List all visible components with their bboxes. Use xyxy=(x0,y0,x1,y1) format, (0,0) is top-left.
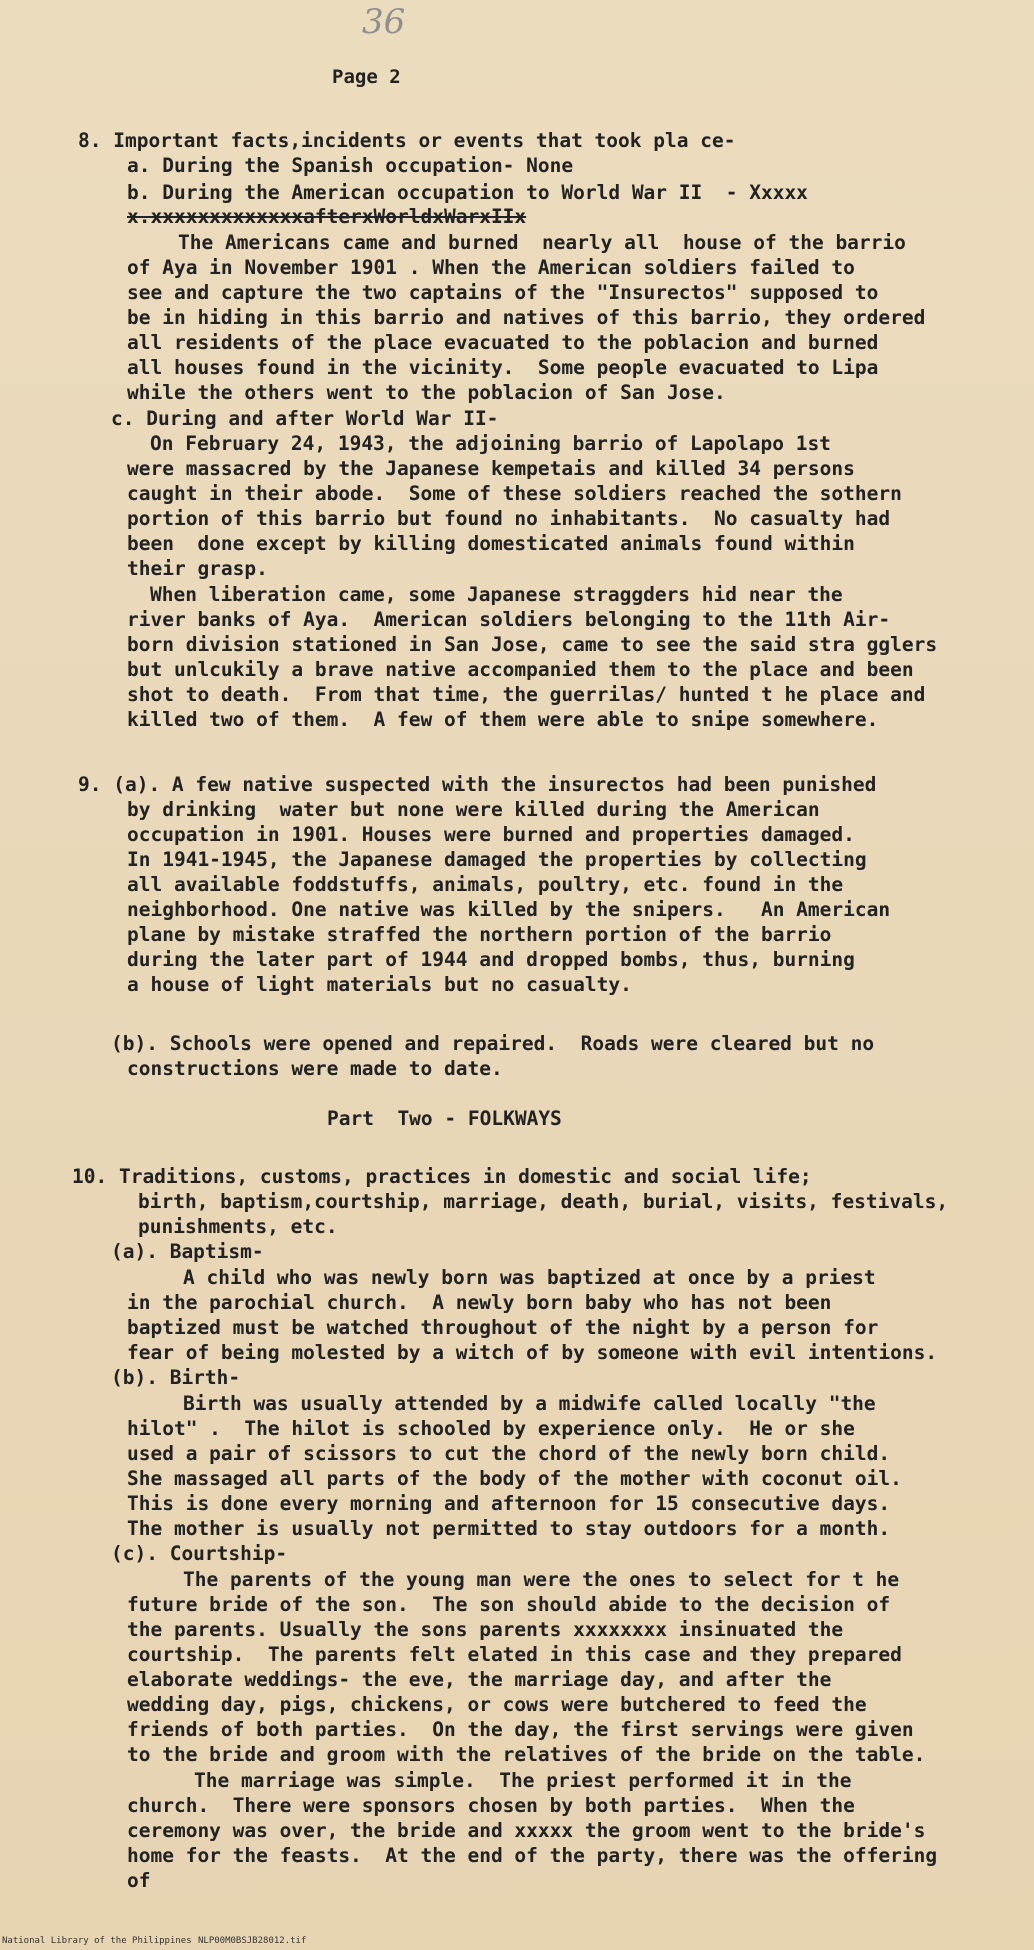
text-line: courtship. The parents felt elated in this case and they prepared xyxy=(127,1643,902,1666)
footer-filename: NLP00M0BSJB28012.tif xyxy=(198,1936,307,1946)
text-line: all houses found in the vicinity. Some people evacuated to Lipa xyxy=(127,356,879,379)
text-line: 8. Important facts,incidents or events that took pla ce- xyxy=(78,129,736,152)
text-line: (c). Courtship- xyxy=(111,1542,288,1565)
text-line: wedding day, pigs, chickens, or cows were butchered to feed the xyxy=(127,1693,867,1716)
text-line: (a). Baptism- xyxy=(111,1240,264,1263)
text-line: 9. (a). A few native suspected with the insurectos had been punished xyxy=(78,773,877,796)
text-line: see and capture the two captains of the "Insurectos" supposed to xyxy=(127,281,879,304)
text-line: were massacred by the Japanese kempetais and killed 34 persons xyxy=(127,457,855,480)
text-line: been done except by killing domesticated animals found within xyxy=(127,532,855,555)
text-line: This is done every morning and afternoon for 15 consecutive days. xyxy=(127,1492,891,1515)
text-line: in the parochial church. A newly born baby who has not been xyxy=(127,1291,832,1314)
text-line: constructions were made to date. xyxy=(127,1057,503,1080)
page-label: Page 2 xyxy=(332,66,401,88)
text-line: future bride of the son. The son should abide to the decision of xyxy=(127,1593,891,1616)
text-line: a house of light materials but no casualty. xyxy=(127,973,632,996)
text-line: caught in their abode. Some of these soldiers reached the sothern xyxy=(127,482,902,505)
text-line: all available foddstuffs, animals, poultry, etc. found in the xyxy=(127,873,844,896)
text-line: shot to death. From that time, the guerrilas/ hunted t he place and xyxy=(127,683,926,706)
text-line: to the bride and groom with the relatives of the bride on the table. xyxy=(127,1743,926,1766)
text-line: neighborhood. One native was killed by the snipers. An American xyxy=(127,898,891,921)
text-line: of xyxy=(127,1869,151,1892)
text-line: b. During the American occupation to World War II - Xxxxx xyxy=(127,181,808,204)
text-line: home for the feasts. At the end of the party, there was the offering xyxy=(127,1844,938,1867)
text-line: The marriage was simple. The priest performed it in the xyxy=(194,1769,852,1792)
text-line: friends of both parties. On the day, the first servings were given xyxy=(127,1718,914,1741)
text-line: c. During and after World War II- xyxy=(111,407,499,430)
text-line: elaborate weddings- the eve, the marriage day, and after the xyxy=(127,1668,832,1691)
text-line: born division stationed in San Jose, came to see the said stra gglers xyxy=(127,633,938,656)
pencil-page-mark: 36 xyxy=(362,2,406,42)
text-line: Part Two - FOLKWAYS xyxy=(327,1107,562,1130)
text-line: Birth was usually attended by a midwife called locally "the xyxy=(183,1392,876,1415)
text-line: A child who was newly born was baptized at once by a priest xyxy=(183,1266,876,1289)
text-line: killed two of them. A few of them were able to snipe somewhere. xyxy=(127,708,879,731)
text-line: the parents. Usually the sons parents xxxxxxxx insinuated the xyxy=(127,1618,844,1641)
text-line: She massaged all parts of the body of the mother with coconut oil. xyxy=(127,1467,902,1490)
text-line: their grasp. xyxy=(127,557,268,580)
text-line: be in hiding in this barrio and natives of this barrio, they ordered xyxy=(127,306,926,329)
text-line: of Aya in November 1901 . When the American soldiers failed to xyxy=(127,256,855,279)
text-line: punishments, etc. xyxy=(138,1215,338,1238)
text-line: When liberation came, some Japanese straggders hid near the xyxy=(150,583,843,606)
text-line: In 1941-1945, the Japanese damaged the properties by collecting xyxy=(127,848,867,871)
text-line: The parents of the young man were the ones to select for t he xyxy=(183,1568,900,1591)
text-line: church. There were sponsors chosen by both parties. When the xyxy=(127,1794,855,1817)
text-line: The Americans came and burned nearly all house of the barrio xyxy=(178,231,906,254)
text-line: by drinking water but none were killed during the American xyxy=(127,798,820,821)
text-line: The mother is usually not permitted to stay outdoors for a month. xyxy=(127,1517,891,1540)
text-line: On February 24, 1943, the adjoining barrio of Lapolapo 1st xyxy=(150,432,831,455)
footer-library: National Library of the Philippines xyxy=(2,1936,192,1946)
text-line: fear of being molested by a witch of by someone with evil intentions. xyxy=(127,1341,938,1364)
text-line: 10. Traditions, customs, practices in domestic and social life; xyxy=(72,1165,812,1188)
text-line: used a pair of scissors to cut the chord of the newly born child. xyxy=(127,1442,891,1465)
text-line: baptized must be watched throughout of the night by a person for xyxy=(127,1316,879,1339)
text-line: ceremony was over, the bride and xxxxx the groom went to the bride's xyxy=(127,1819,926,1842)
text-line: river banks of Aya. American soldiers belonging to the 11th Air- xyxy=(127,608,891,631)
text-line: a. During the Spanish occupation- None xyxy=(127,154,574,177)
text-line: hilot" . The hilot is schooled by experience only. He or she xyxy=(127,1417,855,1440)
text-line: (b). Schools were opened and repaired. Roads were cleared but no xyxy=(111,1032,875,1055)
text-line: while the others went to the poblacion of San Jose. xyxy=(127,381,726,404)
text-line: (b). Birth- xyxy=(111,1366,241,1389)
text-line: portion of this barrio but found no inhabitants. No casualty had xyxy=(127,507,891,530)
text-line: plane by mistake straffed the northern portion of the barrio xyxy=(127,923,832,946)
text-line: all residents of the place evacuated to the poblacion and burned xyxy=(127,331,879,354)
text-line: birth, baptism,courtship, marriage, death, burial, visits, festivals, xyxy=(138,1190,949,1213)
text-line: x.xxxxxxxxxxxxxafterxWorldxWarxIIx xyxy=(127,205,527,228)
text-line: but unlcukily a brave native accompanied them to the place and been xyxy=(127,658,914,681)
text-line: during the later part of 1944 and dropped bombs, thus, burning xyxy=(127,948,855,971)
text-line: occupation in 1901. Houses were burned and properties damaged. xyxy=(127,823,855,846)
